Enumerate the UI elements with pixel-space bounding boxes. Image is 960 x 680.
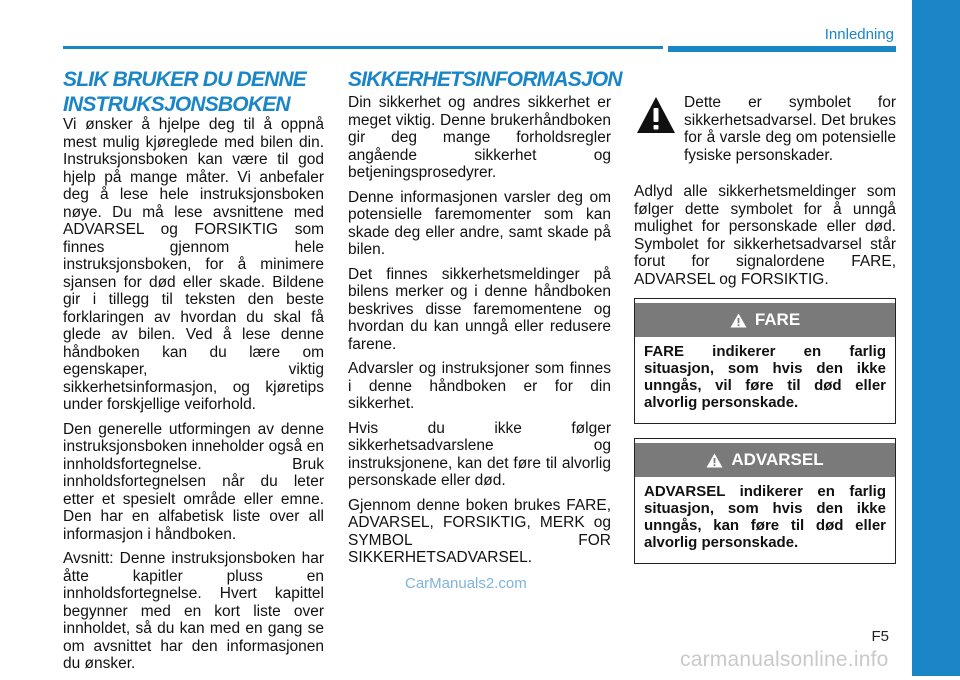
footer-watermark[interactable]: carmanualsonline.info (680, 648, 889, 671)
warning-triangle-icon (636, 96, 676, 134)
column-1-body (63, 116, 324, 680)
warning-triangle-icon (706, 453, 723, 468)
column-2-body (348, 94, 611, 574)
paragraph: Hvis du ikke følger sikkerhetsadvarslene og instruksjonene, kan det føre til alvorlig personskade eller død. (348, 419, 611, 489)
fare-text: FARE indikerer en farlig situasjon, som hvis den ikke unngås, vil føre til død eller alvorlig personskade. (644, 343, 886, 411)
advarsel-title: ADVARSEL (731, 450, 824, 469)
fare-title: FARE (754, 310, 801, 329)
chapter-side-tab (912, 0, 960, 676)
paragraph: Vi ønsker å hjelpe deg til å oppnå mest mulig kjøreglede med bilen din. Instruksjonsboken kan være til god hjelp på mange måter. Vi anbefaler deg å lese hele instruksjonsboken nøye. Du må lese avsnittene med ADVARSEL og FORSIKTIG som finnes gjennom hele instruksjonsboken, for å minimere sjansen for død eller skade. Bildene gir i tillegg til teksten den beste forklaringen av hvordan du skal få glede av bilen. Ved å lese denne håndboken kan du lære om egenskaper, viktig sikkerhetsinformasjon, og kjøretips under forskjellige veiforhold. (63, 116, 324, 413)
paragraph: Avsnitt: Denne instruksjonsboken har åtte kapitler pluss en innholdsfortegnelse. Hvert kapittel begynner med en kort liste over innholdet, så du kan med en gang se om avsnittet har den informasjonen du ønsker. (63, 550, 324, 672)
section-title: Innledning (824, 26, 894, 43)
advarsel-header (635, 443, 895, 477)
paragraph: Det finnes sikkerhetsmeldinger på bilens merker og i denne håndboken beskrives disse faremomentene og hvordan du kan unngå eller redusere farene. (348, 265, 611, 353)
advarsel-notice-box (634, 438, 896, 564)
heading-how-to-use (63, 67, 306, 117)
safety-symbol-description: Dette er symbolet for sikkerhetsadvarsel. Det brukes for å varsle deg om potensielle fysiske personskader. (684, 94, 896, 164)
heading-safety-information: SIKKERHETSINFORMASJON (348, 68, 622, 91)
heading-line-1: SLIK BRUKER DU DENNE (63, 68, 307, 91)
paragraph: Advarsler og instruksjoner som finnes i denne håndboken er for din sikkerhet. (348, 360, 611, 412)
heading-line-2: INSTRUKSJONSBOKEN (63, 93, 290, 116)
paragraph: Din sikkerhet og andres sikkerhet er meget viktig. Denne brukerhåndboken gir deg mange forholdsregler angående sikkerhet og betjeningsprosedyrer. (348, 94, 611, 181)
page-number: F5 (871, 628, 889, 645)
column-3-body (634, 183, 896, 295)
warning-triangle-icon (730, 313, 747, 328)
fare-header (635, 303, 895, 337)
header-rule-thick (668, 46, 896, 52)
paragraph: Adlyd alle sikkerhetsmeldinger som følger dette symbolet for å unngå mulighet for personskade eller død. Symbolet for sikkerhetsadvarsel står forut for signalordene FARE, ADVARSEL og FORSIKTIG. (634, 183, 896, 288)
carmanuals-watermark[interactable]: CarManuals2.com (405, 575, 527, 592)
fare-notice-box (634, 298, 896, 424)
paragraph: Gjennom denne boken brukes FARE, ADVARSEL, FORSIKTIG, MERK og SYMBOL FOR SIKKERHETSADVARSEL. (348, 496, 611, 566)
header-rule (63, 46, 663, 49)
paragraph: Den generelle utformingen av denne instruksjonsboken inneholder også en innholdsfortegnelse. Bruk innholdsfortegnelsen når du leter etter et spesielt område eller emne. Den har en alfabetisk liste over all informasjon i håndboken. (63, 420, 324, 543)
advarsel-text: ADVARSEL indikerer en farlig situasjon, som hvis den ikke unngås, kan føre til død eller alvorlig personskade. (644, 483, 886, 551)
paragraph: Denne informasjonen varsler deg om potensielle faremomenter som kan skade deg eller andre, samt skade på bilen. (348, 188, 611, 258)
